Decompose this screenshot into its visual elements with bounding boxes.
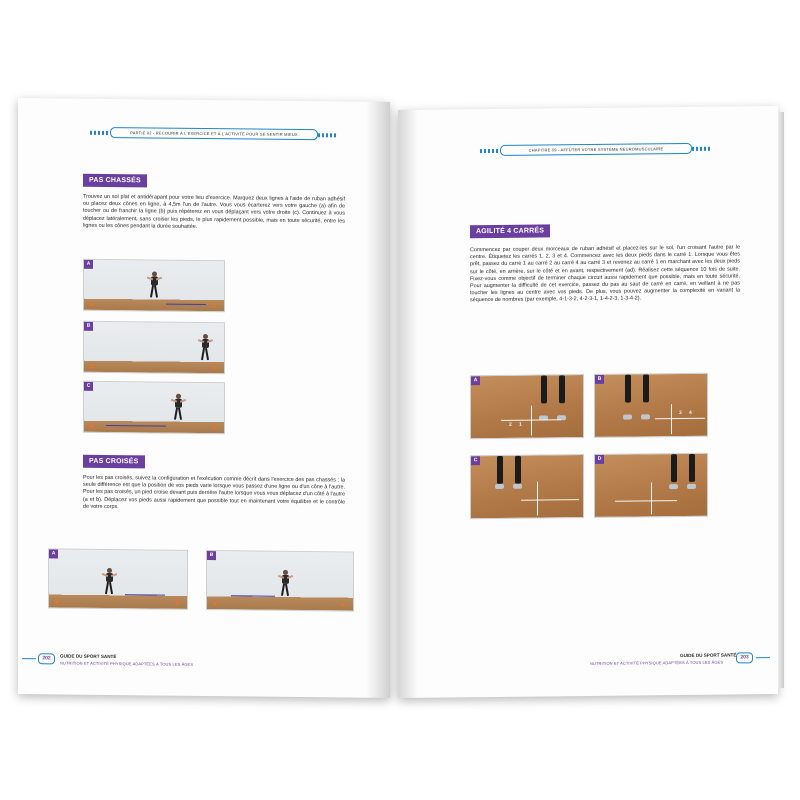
right-page: [398, 106, 778, 698]
direction-arrow: [106, 425, 166, 427]
photo-label: B: [207, 551, 216, 560]
photo-agilite-d: [594, 453, 708, 518]
footer-rule: [22, 658, 36, 659]
cone: [212, 302, 216, 307]
photo-label: C: [471, 456, 480, 465]
right-chapter-header: CHAPITRE 09 - AFFÛTER VOTRE SYSTÈME NEUROMUSCULAIRE: [500, 143, 692, 156]
section-tag-agilite: AGILITÉ 4 CARRÉS: [470, 224, 550, 238]
cone: [212, 364, 216, 369]
cone: [175, 600, 179, 605]
direction-arrow: [125, 594, 165, 595]
floor-tape: [615, 500, 677, 502]
cone: [90, 423, 94, 428]
shoe: [687, 484, 696, 489]
header-dots-left: [90, 131, 108, 135]
photo-label: C: [84, 382, 93, 391]
photo-label: B: [595, 375, 604, 384]
athlete-legs: [497, 456, 503, 484]
shoe: [495, 484, 504, 489]
athlete-figure: [174, 394, 182, 420]
photo-label: A: [471, 376, 480, 385]
athlete-legs: [671, 454, 677, 482]
photo-label: D: [595, 455, 604, 464]
shoe: [641, 414, 650, 419]
athlete-figure: [281, 570, 289, 596]
cone: [213, 600, 217, 605]
page-number-right: 203: [736, 652, 753, 663]
header-dots-right: [318, 133, 336, 137]
section-paragraph-pas-chasses: Trouvez un sol plat et antidérapant pour votre lieu d'exercice. Marquez deux lignes à l'aide de ruban adhésif ou placez deux cônes en ligne, à 4,5m l'un de l'autre. Vous vous écarterez vers votre gauche (a) afin de toucher ou de franchir la ligne (b) puis répéterez en vous déplaçant vers votre droite (c). Continuez à vous déplacez latéralement, sans croiser les pieds, le plus rapidement possible, mais en toute sécurité, entre les lignes ou les cônes pendant la durée souhaitée.: [83, 193, 345, 230]
cone: [90, 363, 94, 368]
floor-number: 1: [519, 421, 522, 428]
section-tag-pas-chasses: PAS CHASSÉS: [83, 174, 147, 188]
floor-number: 2: [509, 421, 512, 428]
left-chapter-header: PARTIE 02 - RECOURIR À L'EXERCICE ET À L'ACTIVITÉ POUR SE SENTIR MIEUX: [110, 127, 318, 140]
athlete-figure: [150, 271, 158, 297]
floor-number: 3: [679, 410, 682, 417]
footer-book-subtitle: NUTRITION ET ACTIVITÉ PHYSIQUE ADAPTÉES À TOUS LES ÂGES: [60, 660, 194, 667]
left-gutter-shadow: [366, 102, 390, 698]
footer-rule: [756, 657, 770, 658]
photo-label: A: [49, 549, 58, 558]
page-number-left: 202: [38, 653, 55, 664]
cone: [55, 598, 59, 603]
athlete-legs: [625, 375, 631, 403]
section-paragraph-agilite: Commencez par couper deux morceaux de ruban adhésif et placez-les sur le sol, l'un croisant l'autre par le centre. Étiquetez les carrés 1, 2, 3 et 4. Commencez avec les deux pieds dans le carré 1. Lorsque vous êtes prêt, passez du carré 1 au carré 2 au carré 4 au carré 3 et revenez au carré 1 en marchant avec les deux pieds sur le côté, en arrière, sur le côté et en avant, respectivement (ad). Réalisez cette séquence 10 fois de suite. Fixez-vous comme objectif de terminer chaque circuit aussi rapidement que possible, mais en toute sécurité. Pour augmenter la difficulté de cet exercice, passez du pas au saut de carré en carré, en veillant à ne pas toucher les lignes au centre avec vos pieds. De plus, vous pouvez augmenter la complexité en variant la séquence de nombres (par exemple, 4-1-3-2, 4-2-3-1, 1-4-2-3, 1-3-4-2).: [470, 244, 740, 304]
athlete-figure: [105, 568, 113, 594]
shoe: [513, 484, 522, 489]
athlete-legs: [515, 456, 521, 484]
cone: [212, 424, 216, 429]
photo-pas-chasses-c: [83, 381, 225, 434]
athlete-legs: [541, 375, 547, 403]
header-dots-left: [480, 149, 498, 153]
header-dots-right: [692, 147, 710, 151]
photo-pas-chasses-b: [83, 321, 225, 374]
photo-label: A: [84, 260, 93, 269]
floor-tape: [651, 482, 652, 514]
photo-agilite-c: [470, 454, 584, 519]
direction-arrow: [166, 304, 206, 305]
direction-arrow: [231, 595, 275, 596]
shoe: [623, 415, 632, 420]
photo-agilite-a: [470, 374, 584, 439]
athlete-legs: [559, 375, 565, 403]
floor-tape: [521, 499, 579, 501]
right-gutter-shadow: [398, 110, 418, 698]
floor-tape: [655, 418, 705, 420]
shoe: [669, 484, 678, 489]
section-tag-pas-croises: PAS CROISÉS: [83, 455, 145, 469]
left-page: [18, 98, 390, 698]
photo-agilite-b: [594, 373, 708, 438]
footer-book-title: GUIDE DU SPORT SANTÉ: [60, 653, 117, 660]
photo-label: B: [84, 322, 93, 331]
photo-pas-croises-b: [206, 550, 354, 612]
footer-book-subtitle: NUTRITION ET ACTIVITÉ PHYSIQUE ADAPTÉES À TOUS LES ÂGES: [590, 659, 724, 666]
cone: [90, 301, 94, 306]
footer-book-title: GUIDE DU SPORT SANTÉ: [680, 652, 737, 659]
athlete-legs: [689, 454, 695, 482]
athlete-legs: [643, 374, 649, 402]
floor-number: 4: [689, 409, 692, 416]
athlete-figure: [201, 334, 209, 360]
cone: [341, 601, 345, 606]
section-paragraph-pas-croises: Pour les pas croisés, suivez la configuration et l'exécution comme décrit dans l'exercice des pas chassés ; la seule différence est que la position de vos pieds varie lorsque vous passez d'une ligne ou d'un cône à l'autre. Pour les pas croisés, un pied croise devant puis derrière l'autre lorsque vous vous déplacez d'un côté à l'autre (a et b). Déplacez vos pieds aussi rapidement que possible tout en maintenant votre équilibre et le contrôle de votre corps.: [83, 474, 345, 510]
photo-pas-chasses-a: [83, 259, 225, 312]
photo-pas-croises-a: [48, 548, 188, 609]
page-edge: [778, 112, 784, 688]
